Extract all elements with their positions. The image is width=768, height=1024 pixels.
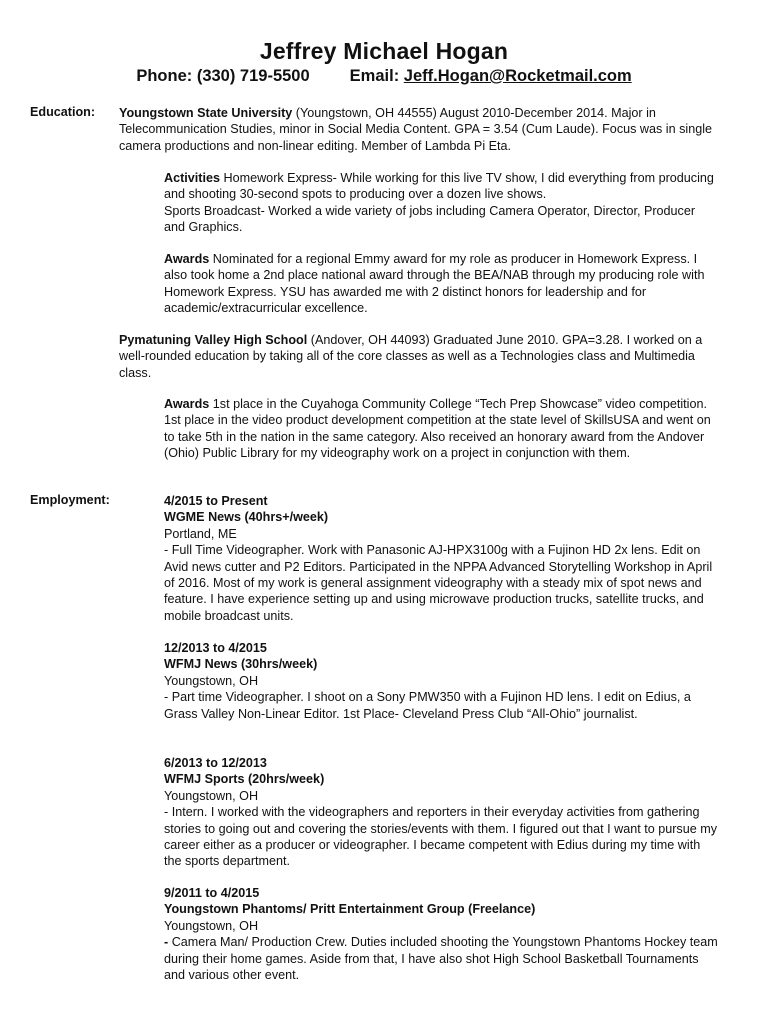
pvhs-awards-text: 1st place in the Cuyahoga Community College “Tech Prep Showcase” video competition. 1st place in the video product development competition at the state level of SkillsUSA and went on to take 5th in the nation in the same category. Also received an honorary award from the Andover (Ohio) Public Library for my videography work on a project in conjunction with them. bbox=[164, 397, 711, 461]
ysu-details: (Youngstown, OH 44555) August 2010-December 2014. Major in Telecommunication Studies, minor in Social Media Content. GPA = 3.54 (Cum Laude). Focus was in single camera productions and non-linear editing. Member of Lambda Pi Eta. bbox=[119, 106, 713, 153]
ysu-activities bbox=[164, 170, 719, 236]
job-description: - Full Time Videographer. Work with Panasonic AJ-HPX3100g with a Fujinon HD 2x lens. Edit on Avid news cutter and P2 Editors. Participated in the NPPA Advanced Storytelling Workshop in April of 2016. Most of my work is general assignment videography with a steady mix of spot news and feature. I have experience setting up and using microwave production trucks, satellite trucks, and mobile broadcast units. bbox=[164, 543, 713, 623]
job-entry bbox=[164, 755, 719, 870]
pvhs-awards bbox=[164, 396, 719, 462]
activities-text-1: Homework Express- While working for this live TV show, I did everything from producing and shooting 30-second spots to producing over a dozen live shows. bbox=[164, 171, 714, 202]
job-title: Youngstown Phantoms/ Pritt Entertainment Group (Freelance) bbox=[164, 902, 536, 917]
pvhs-details: (Andover, OH 44093) Graduated June 2010. GPA=3.28. I worked on a well-rounded education by taking all of the core classes as well as a Technologies class and Multimedia class. bbox=[119, 333, 703, 380]
job-description: - Part time Videographer. I shoot on a Sony PMW350 with a Fujinon HD lens. I edit on Edius, a Grass Valley Non-Linear Editor. 1st Place- Cleveland Press Club “All-Ohio” journalist. bbox=[164, 690, 691, 721]
ysu-awards bbox=[164, 251, 719, 317]
ysu-awards-text: Nominated for a regional Emmy award for my role as producer in Homework Express. I also took home a 2nd place national award through the BEA/NAB through my producing role with Homework Express. YSU has awarded me with 2 distinct honors for leadership and for academic/extracurricular excellence. bbox=[164, 252, 705, 316]
job-title: WGME News (40hrs+/week) bbox=[164, 510, 329, 525]
pvhs-entry bbox=[119, 332, 719, 381]
resume-name: Jeffrey Michael Hogan bbox=[259, 38, 509, 64]
activities-text-2: Sports Broadcast- Worked a wide variety of jobs including Camera Operator, Director, Producer and Graphics. bbox=[164, 203, 696, 235]
job-title: WFMJ News (30hrs/week) bbox=[164, 657, 318, 672]
pvhs-school: Pymatuning Valley High School bbox=[119, 333, 308, 347]
ysu-school: Youngstown State University bbox=[119, 106, 293, 120]
job-location: Youngstown, OH bbox=[164, 673, 259, 688]
job-location: Youngstown, OH bbox=[164, 788, 259, 803]
job-dates: 6/2013 to 12/2013 bbox=[164, 756, 267, 770]
job-dates: 9/2011 to 4/2015 bbox=[164, 886, 260, 900]
email-link[interactable]: Jeff.Hogan@Rocketmail.com bbox=[403, 67, 632, 85]
job-description: - Intern. I worked with the videographers and reporters in their everyday activities from gathering stories to going out and covering the stories/events with them. I figured out that I want to pursue my career either as a producer or videographer. I became competent with Edius during my time with the sports department. bbox=[164, 805, 718, 869]
job-dates: 4/2015 to Present bbox=[164, 494, 268, 508]
email-label: Email: bbox=[349, 67, 404, 85]
job-entry bbox=[164, 885, 719, 983]
job-description-dash: - bbox=[164, 935, 172, 950]
pvhs-awards-label: Awards bbox=[164, 397, 210, 411]
job-title: WFMJ Sports (20hrs/week) bbox=[164, 772, 325, 787]
job-dates: 12/2013 to 4/2015 bbox=[164, 641, 267, 655]
job-entry bbox=[164, 640, 719, 722]
ysu-awards-label: Awards bbox=[164, 252, 210, 266]
job-location: Youngstown, OH bbox=[164, 918, 259, 933]
ysu-entry bbox=[119, 105, 719, 154]
phone-text: Phone: (330) 719-5500 bbox=[136, 67, 310, 85]
job-entry bbox=[164, 493, 719, 624]
employment-heading: Employment: bbox=[30, 493, 110, 507]
activities-label: Activities bbox=[164, 171, 220, 185]
contact-line bbox=[0, 67, 768, 86]
job-description-text: Camera Man/ Production Crew. Duties included shooting the Youngstown Phantoms Hockey team during their home games. Aside from that, I have also shot High School Basketball Tournaments and various other event. bbox=[164, 935, 718, 983]
job-location: Portland, ME bbox=[164, 526, 237, 541]
education-heading: Education: bbox=[30, 105, 96, 119]
job-description bbox=[164, 934, 719, 983]
